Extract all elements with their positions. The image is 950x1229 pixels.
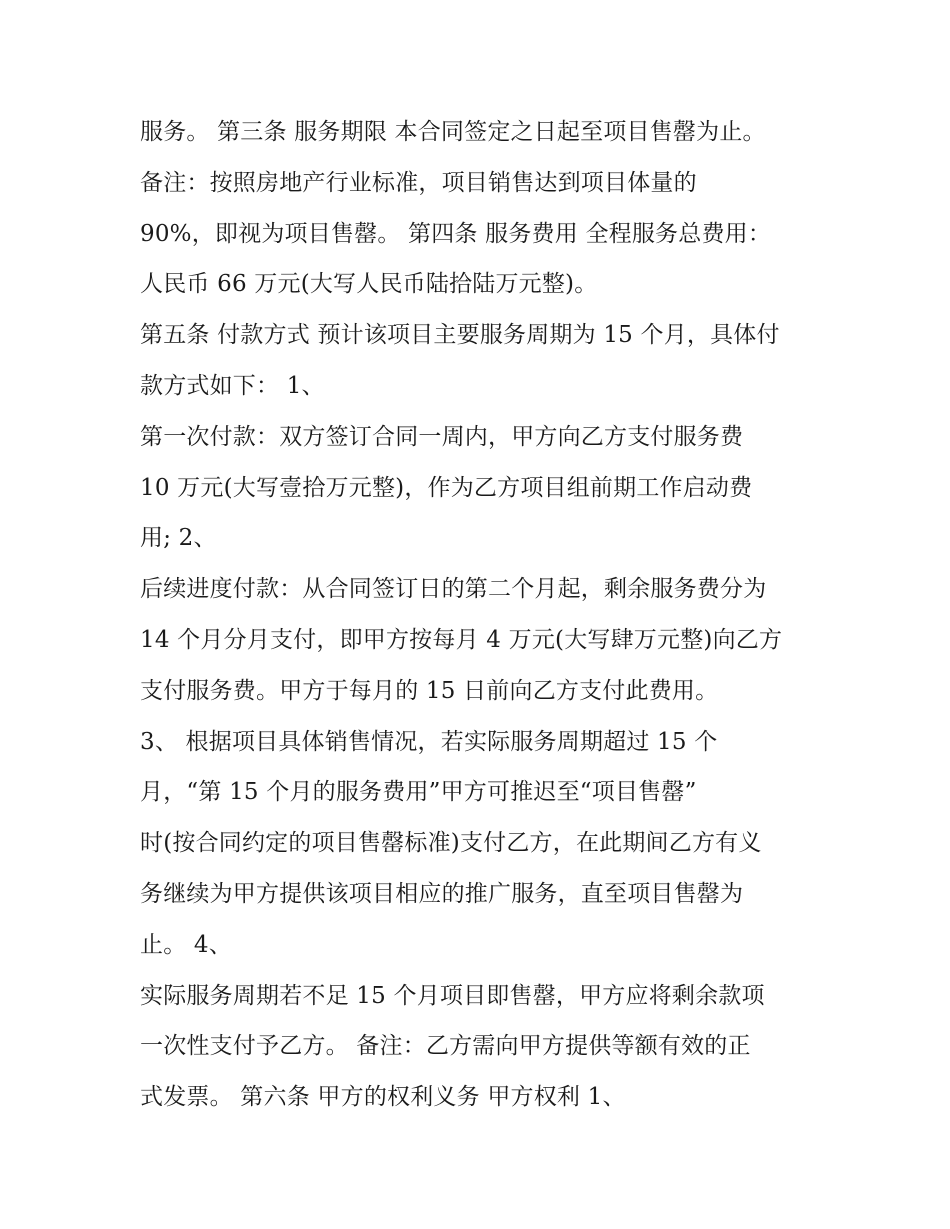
text-line: 止。 4、: [140, 931, 232, 958]
text-line: 务继续为甲方提供该项目相应的推广服务，直至项目售罄为: [140, 880, 744, 907]
text-line: 一次性支付予乙方。 备注：乙方需向甲方提供等额有效的正: [140, 1033, 751, 1060]
text-line: 月，“第 15 个月的服务费用”甲方可推迟至“项目售罄”: [140, 779, 697, 806]
text-line: 人民币 66 万元(大写人民币陆拾陆万元整)。: [140, 271, 598, 298]
text-line: 服务。 第三条 服务期限 本合同签定之日起至项目售罄为止。: [140, 119, 766, 145]
text-line: 第一次付款：双方签订合同一周内，甲方向乙方支付服务费: [140, 423, 744, 450]
text-line: 后续进度付款：从合同签订日的第二个月起，剩余服务费分为: [140, 576, 767, 603]
contract-body-text: [140, 107, 830, 1123]
text-line: 式发票。 第六条 甲方的权利义务 甲方权利 1、: [140, 1084, 626, 1111]
text-line: 90%，即视为项目售罄。 第四条 服务费用 全程服务总费用：: [140, 220, 772, 247]
text-line: 支付服务费。甲方于每月的 15 日前向乙方支付此费用。: [140, 677, 719, 704]
text-line: 3、 根据项目具体销售情况，若实际服务周期超过 15 个: [140, 728, 718, 755]
text-line: 14 个月分月支付，即甲方按每月 4 万元(大写肆万元整)向乙方: [140, 626, 783, 653]
text-line: 实际服务周期若不足 15 个月项目即售罄，甲方应将剩余款项: [140, 982, 765, 1009]
text-line: 第五条 付款方式 预计该项目主要服务周期为 15 个月，具体付: [140, 322, 780, 349]
text-line: 10 万元(大写壹拾万元整)，作为乙方项目组前期工作启动费: [140, 474, 753, 501]
text-line: 时(按合同约定的项目售罄标准)支付乙方，在此期间乙方有义: [140, 830, 762, 857]
text-line: 备注：按照房地产行业标准，项目销售达到项目体量的: [140, 169, 697, 196]
text-line: 款方式如下： 1、: [140, 372, 325, 399]
text-line: 用; 2、: [140, 525, 217, 552]
